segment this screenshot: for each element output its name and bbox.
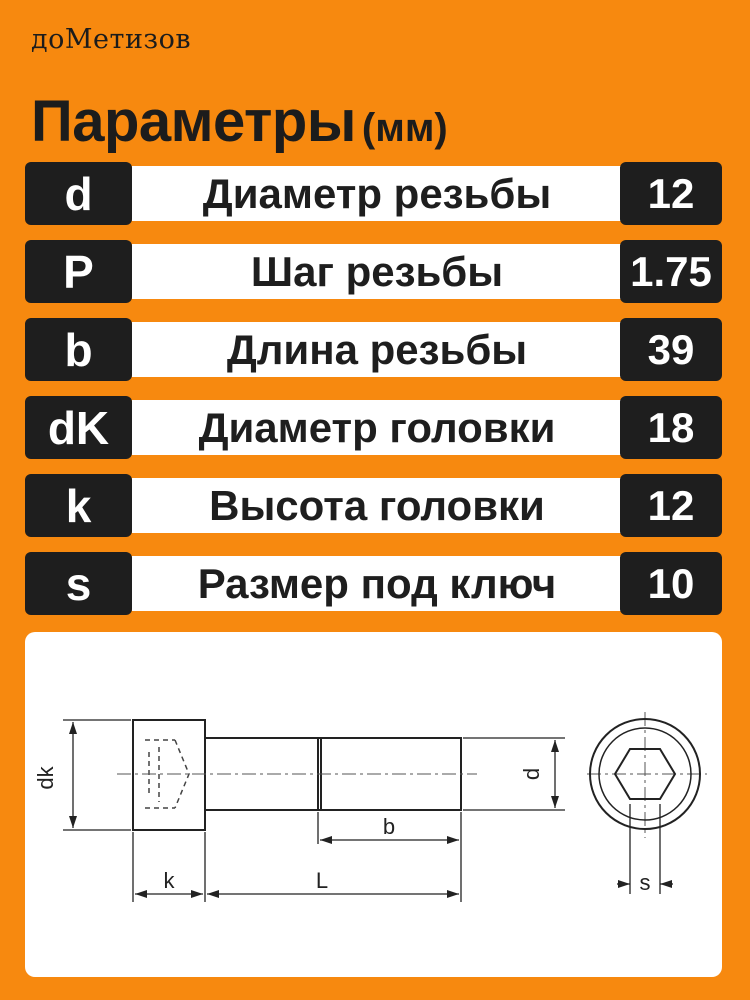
dim-label-k: k: [163, 868, 175, 893]
bolt-thread-outline: [318, 738, 461, 810]
param-label: Шаг резьбы: [132, 244, 622, 299]
param-key: b: [25, 318, 132, 381]
dim-label-l: L: [315, 868, 329, 893]
dim-label-d: d: [519, 767, 544, 781]
title-main: Параметры: [31, 89, 356, 154]
param-label: Высота головки: [132, 478, 622, 533]
dim-label-s: s: [639, 870, 651, 895]
param-key: k: [25, 474, 132, 537]
param-value: 10: [620, 552, 722, 615]
page-title: [31, 88, 448, 155]
param-value: 1.75: [620, 240, 722, 303]
bolt-head-outline: [133, 720, 205, 830]
param-label: Диаметр головки: [132, 400, 622, 455]
dim-label-b: b: [382, 814, 396, 839]
param-label: Размер под ключ: [132, 556, 622, 611]
bolt-technical-drawing: [25, 632, 722, 977]
param-key: d: [25, 162, 132, 225]
param-row-s: [25, 552, 722, 615]
param-key: P: [25, 240, 132, 303]
param-row-p: [25, 240, 722, 303]
param-key: dK: [25, 396, 132, 459]
param-row-k: [25, 474, 722, 537]
param-key: s: [25, 552, 132, 615]
param-row-b: [25, 318, 722, 381]
param-value: 18: [620, 396, 722, 459]
param-label: Диаметр резьбы: [132, 166, 622, 221]
param-row-dk: [25, 396, 722, 459]
brand-logo: доМетизов: [31, 24, 192, 55]
title-unit: (мм): [361, 106, 448, 150]
param-label: Длина резьбы: [132, 322, 622, 377]
dim-label-dk: dk: [33, 766, 58, 790]
param-value: 12: [620, 162, 722, 225]
bolt-drawing-panel: [25, 632, 722, 977]
param-value: 12: [620, 474, 722, 537]
param-row-d: [25, 162, 722, 225]
param-value: 39: [620, 318, 722, 381]
